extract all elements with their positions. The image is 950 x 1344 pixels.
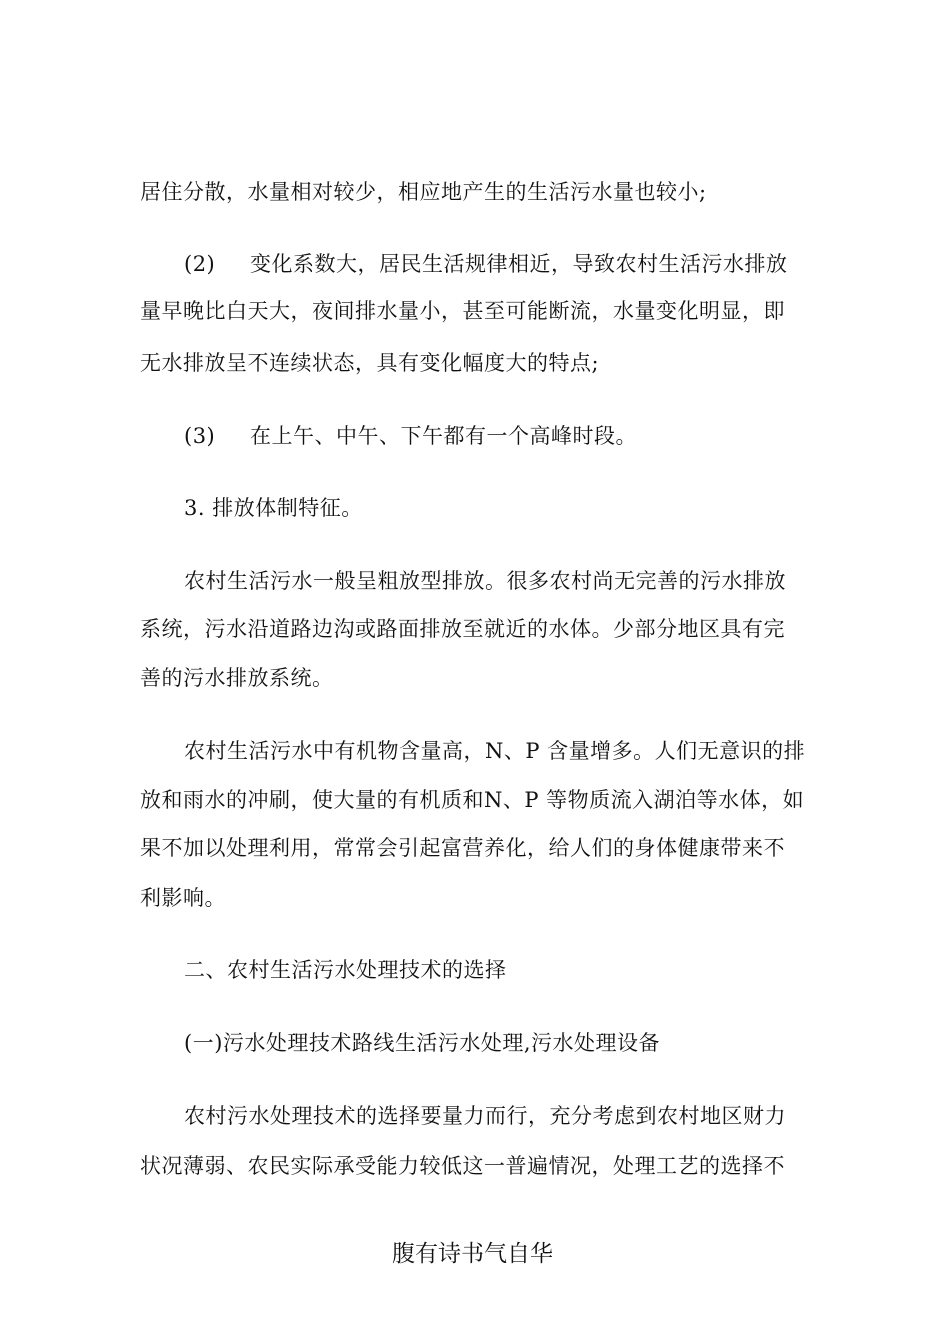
item-number: (3) bbox=[184, 424, 216, 448]
paragraph-line: 善的污水排放系统。 bbox=[140, 666, 334, 690]
paragraph-line: 居住分散，水量相对较少，相应地产生的生活污水量也较小; bbox=[140, 180, 707, 204]
list-item-2-line bbox=[184, 252, 864, 276]
item-text: 在上午、中午、下午都有一个高峰时段。 bbox=[250, 424, 637, 448]
item-text: 变化系数大，居民生活规律相近，导致农村生活污水排放 bbox=[250, 252, 788, 276]
page-footer: 腹有诗书气自华 bbox=[392, 1241, 553, 1267]
subsection-heading: (一)污水处理技术路线生活污水处理,污水处理设备 bbox=[184, 1031, 661, 1055]
chapter-heading: 二、农村生活污水处理技术的选择 bbox=[184, 958, 507, 982]
paragraph-line: 状况薄弱、农民实际承受能力较低这一普遍情况，处理工艺的选择不 bbox=[140, 1154, 785, 1178]
paragraph-line: 农村生活污水一般呈粗放型排放。很多农村尚无完善的污水排放 bbox=[184, 569, 786, 593]
paragraph-line: 利影响。 bbox=[140, 886, 226, 910]
paragraph-line: 量早晚比白天大，夜间排水量小，甚至可能断流，水量变化明显，即 bbox=[140, 299, 785, 323]
paragraph-line: 系统，污水沿道路边沟或路面排放至就近的水体。少部分地区具有完 bbox=[140, 617, 785, 641]
section-heading: 3. 排放体制特征。 bbox=[184, 496, 363, 520]
paragraph-line: 无水排放呈不连续状态，具有变化幅度大的特点; bbox=[140, 351, 600, 375]
item-number: (2) bbox=[184, 252, 216, 276]
paragraph-line: 农村生活污水中有机物含量高，N、P 含量增多。人们无意识的排 bbox=[184, 739, 806, 763]
list-item-3-line bbox=[184, 424, 864, 448]
paragraph-line: 放和雨水的冲刷，使大量的有机质和N、P 等物质流入湖泊等水体，如 bbox=[140, 788, 805, 812]
paragraph-line: 果不加以处理利用，常常会引起富营养化，给人们的身体健康带来不 bbox=[140, 836, 785, 860]
paragraph-line: 农村污水处理技术的选择要量力而行，充分考虑到农村地区财力 bbox=[184, 1104, 786, 1128]
